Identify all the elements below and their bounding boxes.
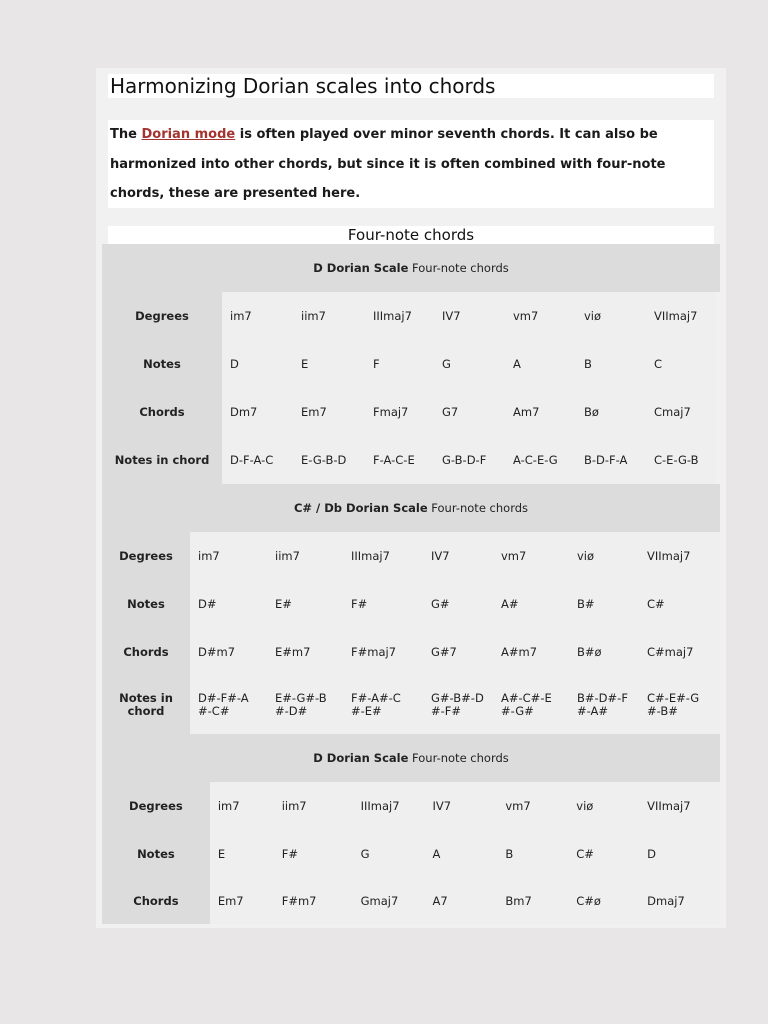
cell-text: VIImaj7 <box>647 548 691 563</box>
cell-text: C <box>654 356 663 371</box>
cell-text: G-B-D-F <box>442 452 487 467</box>
table-cell <box>293 292 365 340</box>
row-header: Chords <box>102 388 222 436</box>
table-cell <box>267 676 343 734</box>
table-cell <box>423 580 493 628</box>
table-row <box>102 628 720 676</box>
table-cell <box>423 676 493 734</box>
cell-text: viø <box>577 548 595 563</box>
row-header: Notes in chord <box>102 436 222 484</box>
row-header: Degrees <box>102 782 210 830</box>
table-cell <box>343 676 423 734</box>
cell-text: IIImaj7 <box>360 798 400 813</box>
cell-text: G#-B#-D#-F# <box>431 691 484 718</box>
page-title: Harmonizing Dorian scales into chords <box>110 74 496 98</box>
cell-text: G# <box>431 596 450 611</box>
table-cell <box>343 532 423 580</box>
table-row <box>102 580 720 628</box>
table-cell <box>493 676 569 734</box>
cell-text: D-F-A-C <box>230 452 274 467</box>
cell-text: viø <box>576 798 594 813</box>
cell-text: Bø <box>584 404 599 419</box>
cell-text: Gmaj7 <box>360 893 399 908</box>
cell-text: E# <box>275 596 292 611</box>
table-cell <box>222 436 293 484</box>
table-cell <box>639 628 720 676</box>
table-cell <box>190 676 267 734</box>
cell-text: F# <box>281 846 298 861</box>
cell-text: A#m7 <box>501 644 538 659</box>
table-cell <box>274 782 353 830</box>
table-cell <box>497 878 568 924</box>
table-cell <box>505 340 576 388</box>
table-caption <box>102 244 720 292</box>
cell-text: A# <box>501 596 519 611</box>
table-cell <box>293 340 365 388</box>
intro-text-after: is often played over minor seventh chords. It can also be harmonized into other chords, but since it is often combined with four-note chords, these are presented here. <box>110 127 666 201</box>
cell-text: C#ø <box>576 893 601 908</box>
cell-text: B# <box>577 596 595 611</box>
table-cell <box>222 388 293 436</box>
cell-text: iim7 <box>301 308 326 323</box>
table-body <box>102 532 720 734</box>
cell-text: iim7 <box>275 548 300 563</box>
cell-text: Cmaj7 <box>654 404 691 419</box>
intro-text-before: The <box>110 127 142 142</box>
cell-text: F-A-C-E <box>373 452 415 467</box>
cell-text: C# <box>647 596 665 611</box>
cell-text: D#-F#-A#-C# <box>198 691 249 718</box>
table-cell <box>639 580 720 628</box>
table-cell <box>365 436 434 484</box>
caption-rest: Four-note chords <box>408 751 509 765</box>
cell-text: Dm7 <box>230 404 258 419</box>
cell-text: IIImaj7 <box>351 548 390 563</box>
cell-text: D#m7 <box>198 644 236 659</box>
table-cell <box>190 580 267 628</box>
cell-text: D# <box>198 596 217 611</box>
table-cell <box>568 782 639 830</box>
table-cell <box>190 532 267 580</box>
cell-text: Fmaj7 <box>373 404 409 419</box>
table-cell <box>424 878 497 924</box>
table-cell <box>639 532 720 580</box>
row-header: Notes <box>102 340 222 388</box>
cell-text: C#-E#-G#-B# <box>647 691 700 718</box>
table-cell <box>497 782 568 830</box>
document-page <box>96 68 726 928</box>
table-cell <box>639 782 720 830</box>
cell-text: D <box>230 356 239 371</box>
table-body <box>102 782 720 924</box>
row-header: Notes in chord <box>102 676 190 734</box>
table-caption <box>102 484 720 532</box>
cell-text: A <box>513 356 521 371</box>
table-cell <box>568 830 639 878</box>
table-row <box>102 340 720 388</box>
caption-rest: Four-note chords <box>427 501 529 515</box>
table-cell <box>343 580 423 628</box>
cell-text: vm7 <box>513 308 539 323</box>
row-header: Chords <box>102 628 190 676</box>
cell-text: VIImaj7 <box>647 798 691 813</box>
table-row <box>102 782 720 830</box>
table-cell <box>505 436 576 484</box>
table-cell <box>365 340 434 388</box>
caption-scale-name: C# / Db Dorian Scale <box>293 501 428 515</box>
cell-text: VIImaj7 <box>654 308 698 323</box>
table-cell <box>497 830 568 878</box>
row-header: Notes <box>102 830 210 878</box>
table-cell <box>505 388 576 436</box>
table-cell <box>434 340 505 388</box>
table-cell <box>505 292 576 340</box>
table-row <box>102 532 720 580</box>
cell-text: G7 <box>442 404 459 419</box>
cell-text: Bm7 <box>505 893 532 908</box>
cell-text: C# <box>576 846 594 861</box>
cell-text: E-G-B-D <box>301 452 347 467</box>
cell-text: Em7 <box>217 893 244 908</box>
table-row <box>102 830 720 878</box>
table-body <box>102 292 720 484</box>
table-cell <box>646 436 716 484</box>
cell-text: Am7 <box>513 404 540 419</box>
cell-text: G <box>442 356 451 371</box>
table-cell <box>343 628 423 676</box>
table-cell <box>646 388 716 436</box>
table-cell <box>423 532 493 580</box>
table-cell <box>210 878 274 924</box>
cell-text: B#ø <box>577 644 602 659</box>
row-header: Degrees <box>102 532 190 580</box>
table-cell <box>493 580 569 628</box>
cell-text: im7 <box>230 308 252 323</box>
cell-text: G <box>360 846 370 861</box>
cell-text: D <box>647 846 657 861</box>
table-row <box>102 676 720 734</box>
cell-text: B <box>584 356 592 371</box>
cell-text: E <box>301 356 309 371</box>
table-cell <box>353 782 425 830</box>
caption-scale-name: D Dorian Scale <box>313 261 409 275</box>
chord-table-csharp-dorian <box>102 484 720 734</box>
row-header: Degrees <box>102 292 222 340</box>
table-cell <box>576 388 646 436</box>
table-cell <box>493 628 569 676</box>
table-cell <box>267 580 343 628</box>
chord-table-d-dorian <box>102 244 720 484</box>
table-cell <box>353 830 425 878</box>
cell-text: E#m7 <box>275 644 311 659</box>
cell-text: B-D-F-A <box>584 452 628 467</box>
cell-text: Dmaj7 <box>647 893 685 908</box>
table-cell <box>569 532 639 580</box>
row-header: Chords <box>102 878 210 924</box>
dorian-mode-link[interactable]: Dorian mode <box>141 127 236 142</box>
chord-table-e-dorian <box>102 734 720 924</box>
intro-paragraph <box>108 120 714 208</box>
table-cell <box>639 830 720 878</box>
table-cell <box>365 292 434 340</box>
table-cell <box>293 388 365 436</box>
cell-text: C#maj7 <box>647 644 694 659</box>
table-cell <box>646 340 716 388</box>
table-cell <box>222 292 293 340</box>
cell-text: iim7 <box>281 798 307 813</box>
table-cell <box>210 830 274 878</box>
cell-text: viø <box>584 308 602 323</box>
table-cell <box>569 580 639 628</box>
cell-text: A7 <box>432 893 448 908</box>
table-row <box>102 292 720 340</box>
table-cell <box>576 292 646 340</box>
cell-text: A-C-E-G <box>513 452 558 467</box>
cell-text: E#-G#-B#-D# <box>275 691 327 718</box>
table-row <box>102 388 720 436</box>
cell-text: im7 <box>198 548 220 563</box>
cell-text: IV7 <box>431 548 450 563</box>
cell-text: B#-D#-F#-A# <box>577 691 628 718</box>
cell-text: A#-C#-E#-G# <box>501 691 552 718</box>
table-cell <box>353 878 425 924</box>
table-cell <box>274 830 353 878</box>
cell-text: B <box>505 846 514 861</box>
table-row <box>102 878 720 924</box>
table-cell <box>274 878 353 924</box>
cell-text: F# <box>351 596 368 611</box>
table-cell <box>365 388 434 436</box>
cell-text: im7 <box>217 798 240 813</box>
cell-text: F#maj7 <box>351 644 397 659</box>
cell-text: E <box>217 846 226 861</box>
title-box <box>108 74 714 98</box>
table-cell <box>434 436 505 484</box>
table-cell <box>424 830 497 878</box>
table-cell <box>569 676 639 734</box>
cell-text: F#m7 <box>281 893 317 908</box>
caption-rest: Four-note chords <box>408 261 509 275</box>
cell-text: vm7 <box>505 798 531 813</box>
cell-text: IIImaj7 <box>373 308 412 323</box>
table-cell <box>267 628 343 676</box>
table-cell <box>569 628 639 676</box>
table-cell <box>222 340 293 388</box>
table-cell <box>190 628 267 676</box>
table-cell <box>568 878 639 924</box>
table-caption <box>102 734 720 782</box>
table-cell <box>210 782 274 830</box>
table-cell <box>293 436 365 484</box>
cell-text: F#-A#-C#-E# <box>351 691 401 718</box>
table-cell <box>646 292 716 340</box>
cell-text: Em7 <box>301 404 327 419</box>
table-cell <box>639 878 720 924</box>
chord-tables <box>102 244 720 924</box>
cell-text: G#7 <box>431 644 457 659</box>
cell-text: A <box>432 846 441 861</box>
table-cell <box>639 676 720 734</box>
cell-text: vm7 <box>501 548 527 563</box>
caption-scale-name: D Dorian Scale <box>313 751 409 765</box>
cell-text: F <box>373 356 380 371</box>
table-row <box>102 436 720 484</box>
cell-text: IV7 <box>432 798 452 813</box>
cell-text: IV7 <box>442 308 461 323</box>
subheading-box <box>108 226 714 244</box>
table-cell <box>423 628 493 676</box>
section-heading: Four-note chords <box>347 226 475 244</box>
table-cell <box>434 292 505 340</box>
row-header: Notes <box>102 580 190 628</box>
table-cell <box>493 532 569 580</box>
table-cell <box>424 782 497 830</box>
cell-text: C-E-G-B <box>654 452 699 467</box>
table-cell <box>576 340 646 388</box>
table-cell <box>576 436 646 484</box>
table-cell <box>267 532 343 580</box>
table-cell <box>434 388 505 436</box>
